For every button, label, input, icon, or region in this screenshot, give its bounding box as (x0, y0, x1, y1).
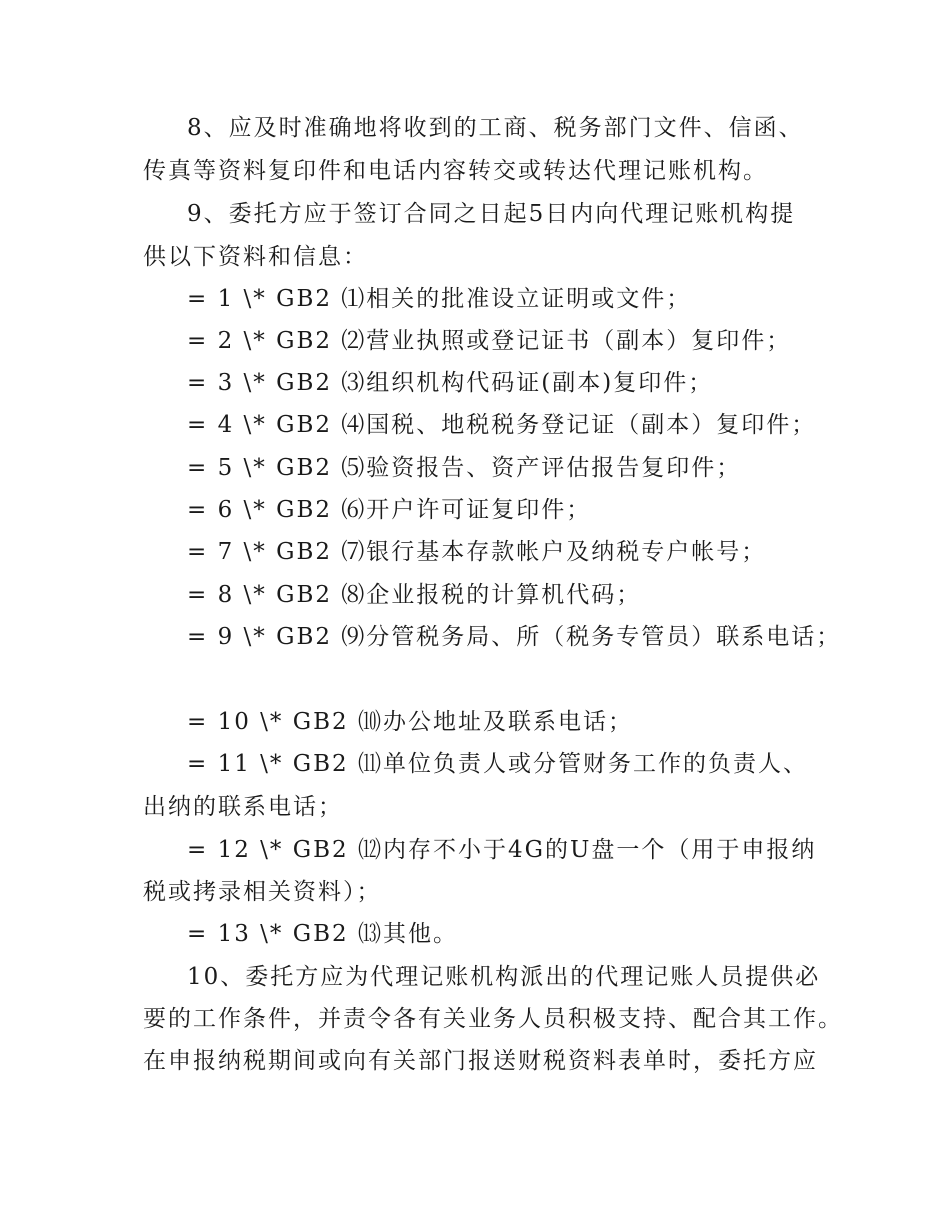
list-item-8: = 8 \* GB2 ⑻企业报税的计算机代码； (187, 582, 642, 608)
paragraph-8-line-1: 8、应及时准确地将收到的工商、税务部门文件、信函、 (187, 115, 804, 141)
paragraph-10-line-2: 要的工作条件，并责令各有关业务人员积极支持、配合其工作。 (143, 1006, 843, 1032)
paragraph-10-line-3: 在申报纳税期间或向有关部门报送财税资料表单时，委托方应 (143, 1048, 818, 1074)
list-item-12-line-1: = 12 \* GB2 ⑿内存不小于4G的U盘一个（用于申报纳 (187, 837, 817, 863)
list-item-7: = 7 \* GB2 ⑺银行基本存款帐户及纳税专户帐号； (187, 539, 767, 565)
paragraph-9-line-2: 供以下资料和信息： (143, 244, 368, 270)
list-item-13: = 13 \* GB2 ⒀其他。 (187, 921, 458, 947)
list-item-10: = 10 \* GB2 ⑽办公地址及联系电话； (187, 709, 633, 735)
paragraph-10-line-1: 10、委托方应为代理记账机构派出的代理记账人员提供必 (187, 964, 821, 990)
list-item-9: = 9 \* GB2 ⑼分管税务局、所（税务专管员）联系电话； (187, 624, 842, 650)
list-item-11-line-1: = 11 \* GB2 ⑾单位负责人或分管财务工作的负责人、 (187, 751, 808, 777)
list-item-6: = 6 \* GB2 ⑹开户许可证复印件； (187, 497, 592, 523)
list-item-2: = 2 \* GB2 ⑵营业执照或登记证书（副本）复印件； (187, 328, 792, 354)
list-item-3: = 3 \* GB2 ⑶组织机构代码证(副本)复印件； (187, 370, 714, 396)
list-item-11-line-2: 出纳的联系电话； (143, 794, 343, 820)
list-item-12-line-2: 税或拷录相关资料）； (143, 879, 382, 905)
paragraph-8-line-2: 传真等资料复印件和电话内容转交或转达代理记账机构。 (143, 158, 768, 184)
paragraph-9-line-1: 9、委托方应于签订合同之日起5日内向代理记账机构提 (187, 201, 796, 227)
list-item-1: = 1 \* GB2 ⑴相关的批准设立证明或文件； (187, 286, 692, 312)
list-item-4: = 4 \* GB2 ⑷国税、地税税务登记证（副本）复印件； (187, 412, 817, 438)
list-item-5: = 5 \* GB2 ⑸验资报告、资产评估报告复印件； (187, 455, 742, 481)
